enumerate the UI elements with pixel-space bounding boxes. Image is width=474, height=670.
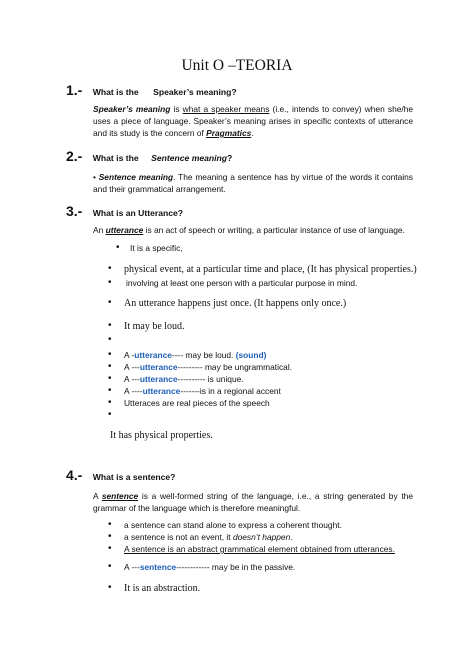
text: An xyxy=(93,225,106,235)
colored-list-item xyxy=(124,386,281,396)
list-item: Utteraces are real pieces of the speech xyxy=(124,398,270,408)
text: A ---- xyxy=(124,386,143,396)
text: . xyxy=(251,128,254,138)
text: A --- xyxy=(124,562,140,572)
bullet-dot: • xyxy=(108,543,112,554)
text: A --- xyxy=(124,362,140,372)
list-item: a sentence can stand alone to express a coherent thought. xyxy=(124,520,342,530)
term: sentence xyxy=(101,491,139,501)
italic-phrase: doesn’t happen xyxy=(232,532,291,542)
section-3-closing: It has physical properties. xyxy=(110,430,213,441)
list-item: physical event, at a particular time and place, (It has physical properties.) xyxy=(124,264,417,275)
term: Speaker’s meaning xyxy=(93,104,171,114)
text: is xyxy=(170,104,183,114)
heading-text: What is an Utterance? xyxy=(92,208,184,218)
page-title: Unit O –TEORIA xyxy=(181,57,293,74)
bullet-dot: • xyxy=(108,409,112,420)
section-number: 2.- xyxy=(66,148,83,164)
section-3-intro xyxy=(93,225,405,235)
bullet-dot: • xyxy=(108,320,112,331)
bullet-dot: • xyxy=(108,561,112,572)
section-1-heading xyxy=(66,82,237,100)
highlighted-word: utterance xyxy=(139,362,178,372)
text: is a well-formed string of the language, i.e., a string generated by the grammar of the language which is therefore meaningful. xyxy=(93,491,413,513)
bullet-dot: • xyxy=(108,277,112,288)
heading-text: What is the xyxy=(92,153,139,163)
bullet-dot: • xyxy=(108,519,112,530)
text: . The meaning a sentence has by virtue of the words it contains and their grammatical arrangement. xyxy=(93,172,413,194)
heading-term: Sentence meaning xyxy=(151,153,228,163)
term: utterance xyxy=(105,225,144,235)
text: A xyxy=(93,491,102,501)
sound-note: (sound) xyxy=(235,350,267,360)
list-item: It is an abstraction. xyxy=(124,583,201,594)
bullet-dot: • xyxy=(108,385,112,396)
bullet-dot: • xyxy=(108,361,112,372)
highlighted-word: utterance xyxy=(142,386,181,396)
section-4-intro xyxy=(93,490,413,514)
text: ---- may be loud. xyxy=(171,350,236,360)
bullet-dot: • xyxy=(108,582,112,593)
underlined-phrase: what a speaker means xyxy=(182,104,270,114)
bullet-dot: • xyxy=(108,531,112,542)
term: Sentence meaning xyxy=(98,172,174,182)
bullet-dot: • xyxy=(108,397,112,408)
list-item: It is a specific, xyxy=(130,243,183,253)
highlighted-word: utterance xyxy=(139,374,178,384)
text: a sentence is not an event, it xyxy=(124,532,233,542)
heading-end: ? xyxy=(227,153,233,163)
section-number: 3.- xyxy=(66,203,83,219)
colored-list-item xyxy=(124,350,266,360)
text: ------------ may be in the passive. xyxy=(176,562,296,572)
text: -------is in a regional accent xyxy=(180,386,281,396)
text: A --- xyxy=(124,374,140,384)
bullet-dot: • xyxy=(108,334,112,345)
bullet-dot: • xyxy=(108,297,112,308)
section-3-heading xyxy=(66,203,183,221)
section-2-heading xyxy=(66,148,232,166)
section-4-heading xyxy=(66,467,175,485)
section-number: 1.- xyxy=(66,82,83,98)
text: --------- may be ungrammatical. xyxy=(177,362,293,372)
bullet-glyph: • xyxy=(93,172,96,182)
heading-text: What is the xyxy=(92,87,139,97)
pragmatics-term: Pragmatics xyxy=(206,128,252,138)
bullet-dot: • xyxy=(108,373,112,384)
text: . xyxy=(290,532,293,542)
section-number: 4.- xyxy=(66,467,83,483)
list-item: involving at least one person with a particular purpose in mind. xyxy=(126,278,358,288)
list-item: A sentence is an abstract grammatical element obtained from utterances. xyxy=(124,544,395,554)
bullet-dot: • xyxy=(116,242,120,253)
heading-term: Speaker’s meaning? xyxy=(153,87,237,97)
bullet-dot: • xyxy=(108,263,112,274)
list-item: An utterance happens just once. (It happens only once.) xyxy=(124,298,347,309)
text: A - xyxy=(124,350,135,360)
section-1-paragraph xyxy=(93,103,413,139)
heading-text: What is a sentence? xyxy=(92,472,176,482)
colored-list-item xyxy=(124,362,292,372)
text: (i.e., intends to convey) when she/he uses a piece of language. Speaker’s meaning arises in specific contexts of utterance and its study is the concern of xyxy=(93,104,414,138)
section-2-paragraph xyxy=(93,171,413,195)
text: is an act of speech or writing, a particular instance of use of language. xyxy=(143,225,405,235)
colored-list-item xyxy=(124,562,295,572)
text: ---------- is unique. xyxy=(177,374,244,384)
colored-list-item xyxy=(124,374,244,384)
highlighted-word: utterance xyxy=(134,350,172,360)
highlighted-word: sentence xyxy=(139,562,177,572)
list-item xyxy=(124,532,293,542)
bullet-dot: • xyxy=(108,349,112,360)
list-item: It may be loud. xyxy=(124,321,185,332)
